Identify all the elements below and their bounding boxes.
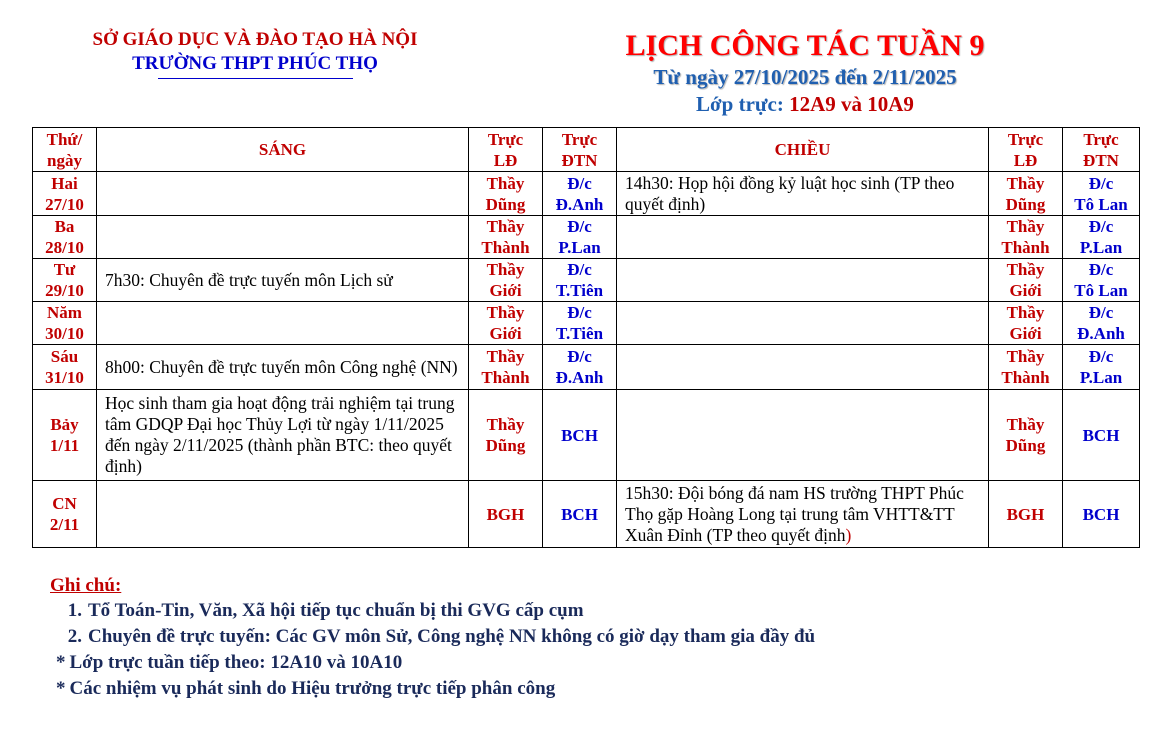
header-pm-dtn-line1: Trực (1083, 129, 1119, 149)
pm-dtn-line1: Đ/c (1088, 217, 1114, 236)
morning-cell: Học sinh tham gia hoạt động trải nghiệm tại trung tâm GDQP Đại học Thủy Lợi từ ngày 1/11/2025 đến ngày 2/11/2025 (thành phần BTC: theo quyết định) (97, 390, 469, 481)
table-row (33, 259, 1140, 302)
table-row (33, 481, 1140, 548)
pm-dtn-cell (1063, 216, 1140, 259)
header-day (33, 128, 97, 172)
day-cell (33, 172, 97, 216)
header-day-line2: ngày (47, 150, 82, 170)
pm-ld-line2: Dũng (1005, 436, 1046, 455)
am-dtn-line1: Đ/c (567, 217, 592, 236)
am-ld-line1: Thầy (486, 303, 525, 322)
header-am-dtn-line1: Trực (561, 129, 598, 149)
page-title: LỊCH CÔNG TÁC TUẦN 9 (625, 29, 985, 62)
pm-dtn-cell (1063, 172, 1140, 216)
note-marker: 1. (67, 600, 82, 621)
pm-ld-cell (989, 259, 1063, 302)
pm-dtn-line2: Tô Lan (1074, 194, 1128, 214)
day-date: 30/10 (45, 324, 84, 343)
am-ld-cell (469, 345, 543, 390)
am-ld-line2: Giới (489, 281, 522, 300)
header-pm-ld-line2: LĐ (1013, 150, 1038, 170)
pm-dtn-line2: P.Lan (1079, 238, 1123, 257)
school-name: TRƯỜNG THPT PHÚC THỌ (132, 53, 378, 74)
pm-dtn-line1: Đ/c (1088, 260, 1114, 279)
afternoon-cell (617, 390, 989, 481)
notes-title: Ghi chú: (50, 575, 122, 596)
date-range: Từ ngày 27/10/2025 đến 2/11/2025 (653, 65, 957, 89)
pm-dtn-line1: Đ/c (1088, 347, 1114, 366)
on-duty-value: 12A9 và 10A9 (789, 92, 914, 116)
note-text: Các nhiệm vụ phát sinh do Hiệu trưởng trực tiếp phân công (69, 678, 556, 699)
afternoon-cell (617, 216, 989, 259)
header-am-dtn (543, 128, 617, 172)
table-header-row (33, 128, 1140, 172)
header-am-ld-line1: Trực (487, 129, 524, 149)
am-ld-line2: Thành (481, 368, 530, 387)
day-name: Hai (51, 173, 78, 193)
day-date: 31/10 (45, 368, 84, 387)
am-ld-cell (469, 216, 543, 259)
am-ld-line1: BGH (486, 504, 525, 524)
am-ld-line1: Thầy (486, 415, 525, 434)
am-ld-cell (469, 481, 543, 548)
am-ld-line1: Thầy (486, 260, 525, 279)
pm-dtn-cell (1063, 345, 1140, 390)
pm-dtn-line2: P.Lan (1079, 368, 1123, 387)
day-name: CN (52, 494, 77, 513)
am-dtn-line2: Đ.Anh (555, 368, 604, 387)
schedule-table (32, 127, 1140, 548)
am-dtn-line1: Đ/c (567, 173, 592, 193)
pm-ld-line2: Thành (1001, 368, 1050, 387)
pm-ld-line1: Thầy (1006, 260, 1045, 279)
afternoon-cell: 14h30: Họp hội đồng kỷ luật học sinh (TP theo quyết định) (617, 172, 989, 216)
note-marker: * (56, 678, 66, 699)
morning-cell (97, 481, 469, 548)
day-cell (33, 259, 97, 302)
note-marker: * (56, 652, 66, 673)
pm-ld-cell (989, 345, 1063, 390)
pm-dtn-line2: Đ.Anh (1077, 324, 1125, 343)
pm-dtn-line2: Tô Lan (1074, 281, 1128, 300)
pm-dtn-line1: Đ/c (1088, 173, 1114, 193)
am-dtn-cell (543, 172, 617, 216)
am-dtn-cell (543, 345, 617, 390)
header-morning: SÁNG (97, 128, 469, 172)
afternoon-text: 15h30: Đội bóng đá nam HS trường THPT Phúc Thọ gặp Hoàng Long tại trung tâm VHTT&TT Xuân Đỉnh (TP theo quyết định (625, 482, 964, 545)
am-dtn-cell (543, 481, 617, 548)
note-text: Chuyên đề trực tuyến: Các GV môn Sử, Công nghệ NN không có giờ dạy tham gia đầy đủ (88, 626, 816, 647)
day-name: Ba (54, 217, 75, 236)
notes-section (50, 574, 815, 702)
day-cell (33, 390, 97, 481)
pm-dtn-line1: BCH (1082, 425, 1120, 445)
header-am-ld (469, 128, 543, 172)
am-dtn-line2: T.Tiên (555, 281, 604, 300)
pm-ld-cell (989, 390, 1063, 481)
note-text: Lớp trực tuần tiếp theo: 12A10 và 10A10 (69, 652, 403, 673)
am-dtn-line1: Đ/c (567, 303, 592, 322)
note-item (50, 650, 815, 676)
afternoon-cell (617, 481, 989, 548)
pm-ld-line1: Thầy (1006, 303, 1045, 322)
morning-cell (97, 172, 469, 216)
day-name: Sáu (50, 347, 79, 366)
note-text: Tổ Toán-Tin, Văn, Xã hội tiếp tục chuẩn bị thi GVG cấp cụm (88, 600, 584, 621)
day-cell (33, 481, 97, 548)
table-row (33, 390, 1140, 481)
pm-ld-line1: Thầy (1006, 173, 1045, 193)
pm-ld-cell (989, 481, 1063, 548)
pm-dtn-cell (1063, 390, 1140, 481)
header-underline (158, 78, 353, 79)
morning-cell: 8h00: Chuyên đề trực tuyến môn Công nghệ (NN) (97, 345, 469, 390)
am-ld-line2: Dũng (485, 194, 526, 214)
day-date: 29/10 (45, 281, 84, 300)
am-ld-cell (469, 259, 543, 302)
am-ld-line1: Thầy (486, 217, 525, 236)
am-ld-line2: Thành (481, 238, 530, 257)
school-header (40, 28, 470, 79)
day-date: 1/11 (49, 436, 80, 455)
am-dtn-cell (543, 259, 617, 302)
day-date: 27/10 (45, 194, 84, 214)
am-dtn-cell (543, 302, 617, 345)
am-dtn-line2: T.Tiên (555, 324, 604, 343)
schedule-header (560, 28, 1050, 118)
note-item (50, 676, 815, 702)
note-item (50, 598, 815, 624)
am-dtn-cell (543, 390, 617, 481)
pm-ld-cell (989, 172, 1063, 216)
am-dtn-line1: Đ/c (567, 347, 592, 366)
am-dtn-line2: P.Lan (558, 238, 601, 257)
on-duty-label: Lớp trực: (696, 92, 784, 116)
am-ld-cell (469, 302, 543, 345)
am-ld-line2: Giới (489, 324, 522, 343)
header-afternoon: CHIỀU (617, 128, 989, 172)
am-ld-line1: Thầy (486, 347, 525, 366)
am-dtn-line1: BCH (561, 425, 598, 445)
department-name: SỞ GIÁO DỤC VÀ ĐÀO TẠO HÀ NỘI (92, 29, 418, 50)
note-item (50, 624, 815, 650)
pm-ld-line1: Thầy (1006, 217, 1045, 236)
table-row (33, 172, 1140, 216)
am-ld-line1: Thầy (486, 173, 525, 193)
am-dtn-line2: Đ.Anh (555, 194, 604, 214)
table-row (33, 345, 1140, 390)
header-day-line1: Thứ/ (46, 129, 83, 149)
pm-dtn-cell (1063, 302, 1140, 345)
pm-ld-line2: Giới (1009, 324, 1042, 343)
am-ld-cell (469, 172, 543, 216)
afternoon-cell (617, 302, 989, 345)
morning-cell: 7h30: Chuyên đề trực tuyến môn Lịch sử (97, 259, 469, 302)
pm-ld-line1: Thầy (1006, 415, 1045, 434)
header-pm-dtn (1063, 128, 1140, 172)
table-row (33, 302, 1140, 345)
pm-ld-cell (989, 216, 1063, 259)
header-am-ld-line2: LĐ (493, 150, 518, 170)
on-duty-classes (560, 90, 1050, 118)
pm-dtn-line1: Đ/c (1088, 303, 1114, 322)
pm-ld-line2: Giới (1009, 281, 1042, 300)
header-pm-ld (989, 128, 1063, 172)
am-dtn-line1: BCH (561, 504, 598, 524)
pm-dtn-cell (1063, 481, 1140, 548)
day-cell (33, 345, 97, 390)
afternoon-closing-paren: ) (845, 524, 852, 545)
afternoon-cell (617, 345, 989, 390)
pm-ld-line1: BGH (1006, 504, 1045, 524)
morning-cell (97, 302, 469, 345)
day-cell (33, 216, 97, 259)
header-pm-ld-line1: Trực (1007, 129, 1044, 149)
day-date: 2/11 (49, 515, 80, 534)
pm-ld-cell (989, 302, 1063, 345)
am-ld-line2: Dũng (485, 436, 526, 455)
pm-dtn-cell (1063, 259, 1140, 302)
day-cell (33, 302, 97, 345)
day-date: 28/10 (45, 238, 84, 257)
note-marker: 2. (67, 626, 82, 647)
morning-cell (97, 216, 469, 259)
am-dtn-cell (543, 216, 617, 259)
afternoon-cell (617, 259, 989, 302)
header-am-dtn-line2: ĐTN (561, 150, 598, 170)
day-name: Bảy (50, 415, 79, 434)
table-row (33, 216, 1140, 259)
am-dtn-line1: Đ/c (567, 260, 592, 279)
pm-ld-line2: Dũng (1005, 194, 1046, 214)
pm-ld-line2: Thành (1001, 238, 1050, 257)
day-name: Tư (53, 260, 76, 279)
am-ld-cell (469, 390, 543, 481)
pm-dtn-line1: BCH (1082, 504, 1120, 524)
pm-ld-line1: Thầy (1006, 347, 1045, 366)
header-pm-dtn-line2: ĐTN (1083, 150, 1119, 170)
day-name: Năm (47, 303, 82, 322)
